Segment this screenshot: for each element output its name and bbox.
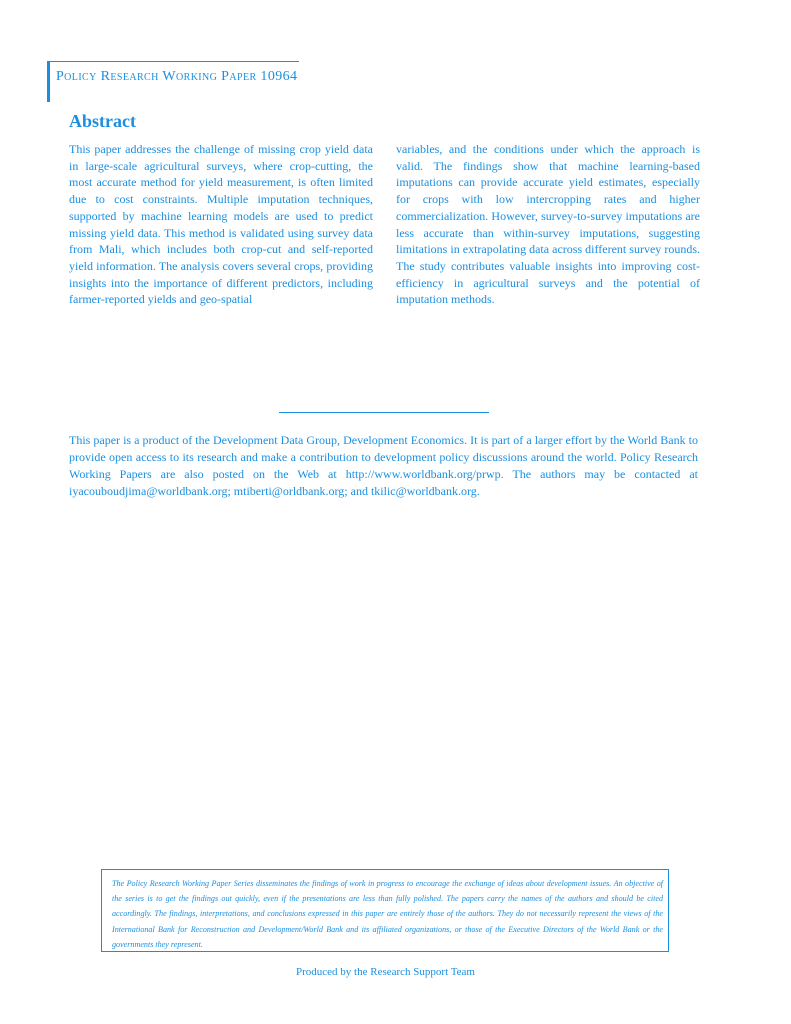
produced-by-footer: Produced by the Research Support Team <box>296 966 475 978</box>
abstract-left-column: This paper addresses the challenge of missing crop yield data in large-scale agricultural surveys, where crop-cutting, the most accurate method for yield measurement, is often limited due to cost constraints. Multiple imputation techniques, supported by machine learning models are used to predict missing yield data. This method is validated using survey data from Mali, which includes both crop-cut and self-reported yield information. The analysis covers several crops, providing insights into the importance of different predictors, including farmer-reported yields and geo-spatial <box>69 142 373 307</box>
series-title: Policy Research Working Paper 10964 <box>56 69 298 84</box>
disclaimer-box <box>101 869 669 952</box>
abstract-right-column: variables, and the conditions under which the approach is valid. The findings show that machine learning-based imputations can provide accurate yield estimates, especially for crops with low intercropping rates and higher commercialization. However, survey-to-survey imputations are less accurate than within-survey imputations, suggesting limitations in extrapolating data across different survey rounds. The study contributes valuable insights into improving cost-efficiency in agricultural surveys and the potential of imputation methods. <box>396 142 700 307</box>
disclaimer-text: The Policy Research Working Paper Series disseminates the findings of work in progress to encourage the exchange of ideas about development issues. An objective of the series is to get the findings out quickly, even if the presentations are less than fully polished. The papers carry the names of the authors and should be cited accordingly. The findings, interpretations, and conclusions expressed in this paper are entirely those of the authors. They do not necessarily represent the views of the International Bank for Reconstruction and Development/World Bank and its affiliated organizations, or those of the Executive Directors of the World Bank or the governments they represent. <box>112 879 663 949</box>
product-note: This paper is a product of the Development Data Group, Development Economics. It is part of a larger effort by the World Bank to provide open access to its research and make a contribution to development policy discussions around the world. Policy Research Working Papers are also posted on the Web at http://www.worldbank.org/prwp. The authors may be contacted at iyacouboudjima@worldbank.org; mtiberti@orldbank.org; and tkilic@worldbank.org. <box>69 433 698 498</box>
series-header-bar <box>47 61 50 102</box>
series-header-rule <box>47 61 299 62</box>
abstract-heading: Abstract <box>69 111 136 131</box>
section-divider <box>279 412 489 413</box>
